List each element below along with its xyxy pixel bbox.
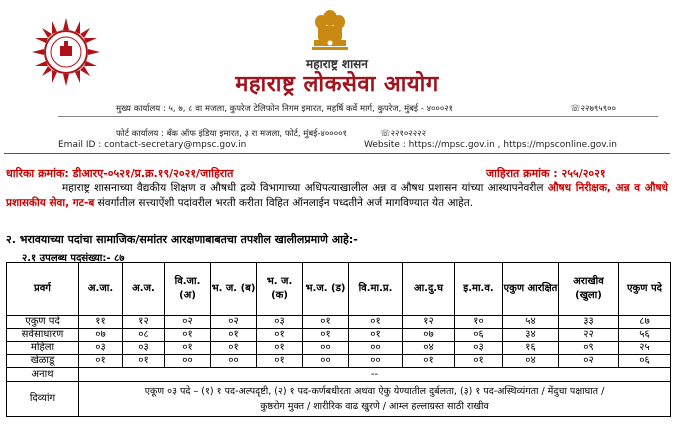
row-label: सर्वसाधारण	[7, 329, 79, 342]
table-header-row	[7, 263, 671, 316]
header-cell: वि.मा.प्र.	[349, 263, 403, 316]
row-label: एकुण पदे	[7, 316, 79, 329]
table-cell: ०१	[455, 355, 503, 368]
table-cell: ०१	[165, 329, 211, 342]
header-cell: एकुण पदे	[619, 263, 671, 316]
table-cell: ०१	[257, 342, 303, 355]
table-cell: ००	[303, 355, 349, 368]
table-cell: ०३	[79, 342, 123, 355]
table-cell: ०१	[211, 329, 257, 342]
table-row	[7, 316, 671, 329]
table-cell: ००	[211, 355, 257, 368]
table-cell: ००	[165, 355, 211, 368]
table-cell: ०१	[79, 355, 123, 368]
website-links: Website : https://mpsc.gov.in , https://mpsconline.gov.in	[364, 140, 617, 150]
main-office-line	[116, 103, 453, 114]
fort-office-phone: ☏२२१०२२२२	[380, 129, 426, 139]
intro-part-2: संवर्गातील सत्त्याऐंशी पदांवरील भरती करीता विहित ऑनलाईन पध्दतीने अर्ज मागविण्यात येत आहेत.	[97, 197, 474, 209]
header-cell: भ.ज. (ड)	[303, 263, 349, 316]
table-cell: १२	[403, 316, 455, 329]
table-cell: ०१	[123, 355, 165, 368]
file-number: धारिका क्रमांक: डीआरए-०५२१/प्र.क्र.१९/२०२१/जाहिरात	[6, 167, 234, 180]
header-cell: भ. ज. (ब)	[211, 263, 257, 316]
table-cell: ११	[79, 316, 123, 329]
table-row	[7, 355, 671, 368]
subsection-title: २.१ उपलब्ध पदसंख्या:- ८७	[22, 253, 125, 264]
row-label: खेळाडू	[7, 355, 79, 368]
header-cell: प्रवर्ग	[7, 263, 79, 316]
table-cell: ०१	[211, 342, 257, 355]
header-divider	[58, 116, 658, 117]
table-cell: ०३	[257, 316, 303, 329]
table-cell: ०२	[559, 355, 619, 368]
table-cell: ०६	[455, 329, 503, 342]
table-cell: ०६	[619, 355, 671, 368]
header-cell: अ.जा.	[79, 263, 123, 316]
header-bottom-divider	[4, 153, 670, 154]
table-cell: ००	[303, 342, 349, 355]
table-cell: ००	[349, 342, 403, 355]
row-label: दिव्यांग	[7, 382, 79, 417]
main-office-label: मुख्य कार्यालय :	[116, 104, 166, 114]
table-cell: ३३	[559, 316, 619, 329]
table-row	[7, 382, 671, 417]
table-cell: ०७	[403, 329, 455, 342]
header-cell: अ.ज.	[123, 263, 165, 316]
email-contact: Email ID : contact-secretary@mpsc.gov.in	[58, 140, 247, 150]
table-cell: ०१	[303, 316, 349, 329]
table-body	[7, 316, 671, 368]
table-cell: ५६	[619, 329, 671, 342]
divyang-details	[79, 382, 671, 417]
header-cell: भ. ज. (क)	[257, 263, 303, 316]
header-cell: वि.जा. (अ)	[165, 263, 211, 316]
table-row	[7, 342, 671, 355]
table-cell: ०४	[503, 355, 559, 368]
commission-name: महाराष्ट्र लोकसेवा आयोग	[235, 72, 439, 97]
table-cell: ०३	[455, 342, 503, 355]
fort-office-address: बँक ऑफ इंडिया इमारत, ३ रा मजला, फोर्ट, मुंबई-४००००१	[166, 129, 347, 139]
table-cell: ०३	[123, 342, 165, 355]
section-title: २. भरावयाच्या पदांचा सामाजिक/समांतर आरक्षणाबाबतचा तपशील खालीलप्रमाणे आहे:-	[6, 233, 358, 246]
table-row	[7, 368, 671, 382]
table-cell: ५४	[503, 316, 559, 329]
table-cell: ०१	[403, 355, 455, 368]
table-cell: ३४	[503, 329, 559, 342]
table-cell: ०२	[211, 316, 257, 329]
government-name: महाराष्ट्र शासन	[306, 57, 368, 71]
table-cell: ८७	[619, 316, 671, 329]
table-cell: ००	[349, 355, 403, 368]
table-cell: ०४	[403, 342, 455, 355]
header-cell: आ.दु.घ	[403, 263, 455, 316]
table-cell: ०१	[349, 329, 403, 342]
table-cell: १२	[123, 316, 165, 329]
advertisement-number: जाहिरात क्रमांक : २५५/२०२१	[486, 167, 606, 180]
divyang-line-2: कुष्ठरोग मुक्त / शारीरिक वाढ खुरणे / आम्ल हल्लाग्रस्त साठी राखीव	[260, 401, 489, 412]
national-emblem-icon	[308, 6, 352, 60]
divyang-line-1: एकूण ०३ पदे – (१) १ पद-अल्पदृष्टी, (२) १ पद-कर्णबधीरता अथवा ऐकु येण्यातील दुर्बलता, (३) १ पद-अस्थिव्यंगता / मेंदुचा पक्षाघात /	[144, 386, 605, 397]
table-cell: २२	[559, 329, 619, 342]
main-office-phone: ☏२२७९५९००	[570, 104, 616, 114]
reservation-table	[6, 262, 671, 417]
post-name-highlight: औषध निरीक्षक, अन्न व औषधे प्रशासकीय सेवा, गट-ब	[6, 182, 669, 209]
table-cell: ०१	[349, 316, 403, 329]
table-cell: ०१	[257, 355, 303, 368]
table-cell: १०	[455, 316, 503, 329]
table-cell: ०८	[123, 329, 165, 342]
header-cell: अराखीव (खुला)	[559, 263, 619, 316]
table-cell: ०२	[165, 316, 211, 329]
row-label: अनाथ	[7, 368, 79, 382]
table-cell: ०९	[559, 342, 619, 355]
fort-office-line	[116, 128, 347, 139]
header-cell: एकुण आरक्षित	[503, 263, 559, 316]
header-cell: इ.मा.व.	[455, 263, 503, 316]
table-cell: २५	[619, 342, 671, 355]
intro-part-1: महाराष्ट्र शासनाच्या वैद्यकीय शिक्षण व औषधी द्रव्ये विभागाच्या अधिपत्याखालील अन्न व औषध प्रशासन यांच्या आस्थापनेवरील	[62, 182, 544, 194]
row-label: महिला	[7, 342, 79, 355]
table-cell: ०१	[303, 329, 349, 342]
anath-value: --	[79, 368, 671, 382]
table-cell: ०१	[165, 342, 211, 355]
intro-paragraph	[6, 181, 668, 211]
table-cell: १६	[503, 342, 559, 355]
fort-office-label: फोर्ट कार्यालय :	[116, 129, 164, 139]
table-cell: ०१	[257, 329, 303, 342]
main-office-address: ५, ७, ८ वा मजला, कुपरेज टेलिफोन निगम इमारत, महर्षि कर्वे मार्ग, कुपरेज, मुंबई - ४०००२१	[168, 104, 454, 114]
table-cell: ०७	[79, 329, 123, 342]
table-row	[7, 329, 671, 342]
